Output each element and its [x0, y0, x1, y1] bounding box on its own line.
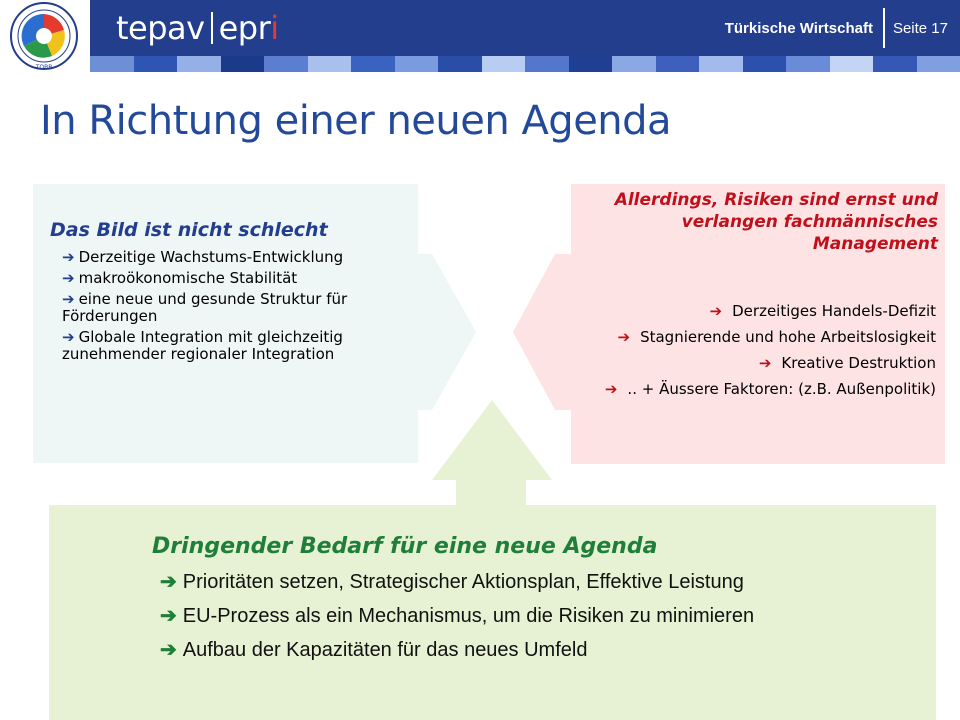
brand-tepav: tepav: [116, 9, 205, 47]
left-panel-list: [62, 249, 412, 367]
arrow-right-icon: ➔: [62, 328, 75, 346]
bottom-panel-list: [160, 570, 920, 672]
list-item: ➔ Globale Integration mit gleichzeitig zunehmender regionaler Integration: [62, 328, 343, 363]
arrow-right-icon: ➔: [617, 328, 631, 346]
right-panel-list: [600, 301, 936, 405]
bottom-panel-heading: Dringender Bedarf für eine neue Agenda: [152, 534, 658, 559]
list-item: ➔ Aufbau der Kapazitäten für das neues Umfeld: [160, 639, 588, 661]
arrow-right-icon: ➔: [160, 571, 177, 593]
brand-epr: epr: [218, 9, 271, 47]
list-item: ➔ Stagnierende und hohe Arbeitslosigkeit: [617, 328, 936, 346]
list-item: ➔ Kreative Destruktion: [758, 354, 936, 372]
right-panel-heading: Allerdings, Risiken sind ernst und verlangen fachmännisches Management: [614, 190, 938, 254]
arrow-right-icon: ➔: [160, 605, 177, 627]
list-item: ➔ Prioritäten setzen, Strategischer Aktionsplan, Effektive Leistung: [160, 571, 744, 593]
list-item: ➔ makroökonomische Stabilität: [62, 269, 298, 287]
brand-dot: i: [270, 9, 279, 47]
arrow-right-icon: ➔: [709, 302, 723, 320]
list-item: ➔ Derzeitiges Handels-Defizit: [709, 302, 936, 320]
left-panel-heading: Das Bild ist nicht schlecht: [50, 219, 328, 241]
list-item: ➔ eine neue und gesunde Struktur für Förderungen: [62, 290, 348, 325]
svg-text:TOBB: TOBB: [35, 64, 53, 71]
left-pointing-arrow-icon: [513, 254, 571, 410]
list-item: ➔ .. + Äussere Faktoren: (z.B. Außenpolitik): [604, 380, 936, 398]
list-item: ➔ Derzeitige Wachstums-Entwicklung: [62, 248, 344, 266]
up-pointing-arrow-icon: [432, 400, 552, 505]
arrow-right-icon: ➔: [160, 639, 177, 661]
section-label: Türkische Wirtschaft: [724, 19, 873, 37]
arrow-right-icon: ➔: [758, 354, 772, 372]
arrow-right-icon: ➔: [62, 269, 75, 287]
arrow-right-icon: ➔: [62, 290, 75, 308]
page-number: Seite 17: [892, 19, 948, 37]
page-title: In Richtung einer neuen Agenda: [40, 98, 672, 144]
arrow-right-icon: ➔: [604, 380, 618, 398]
right-pointing-arrow-icon: [418, 254, 476, 410]
list-item: ➔ EU-Prozess als ein Mechanismus, um die Risiken zu minimieren: [160, 605, 755, 627]
arrow-right-icon: ➔: [62, 248, 75, 266]
